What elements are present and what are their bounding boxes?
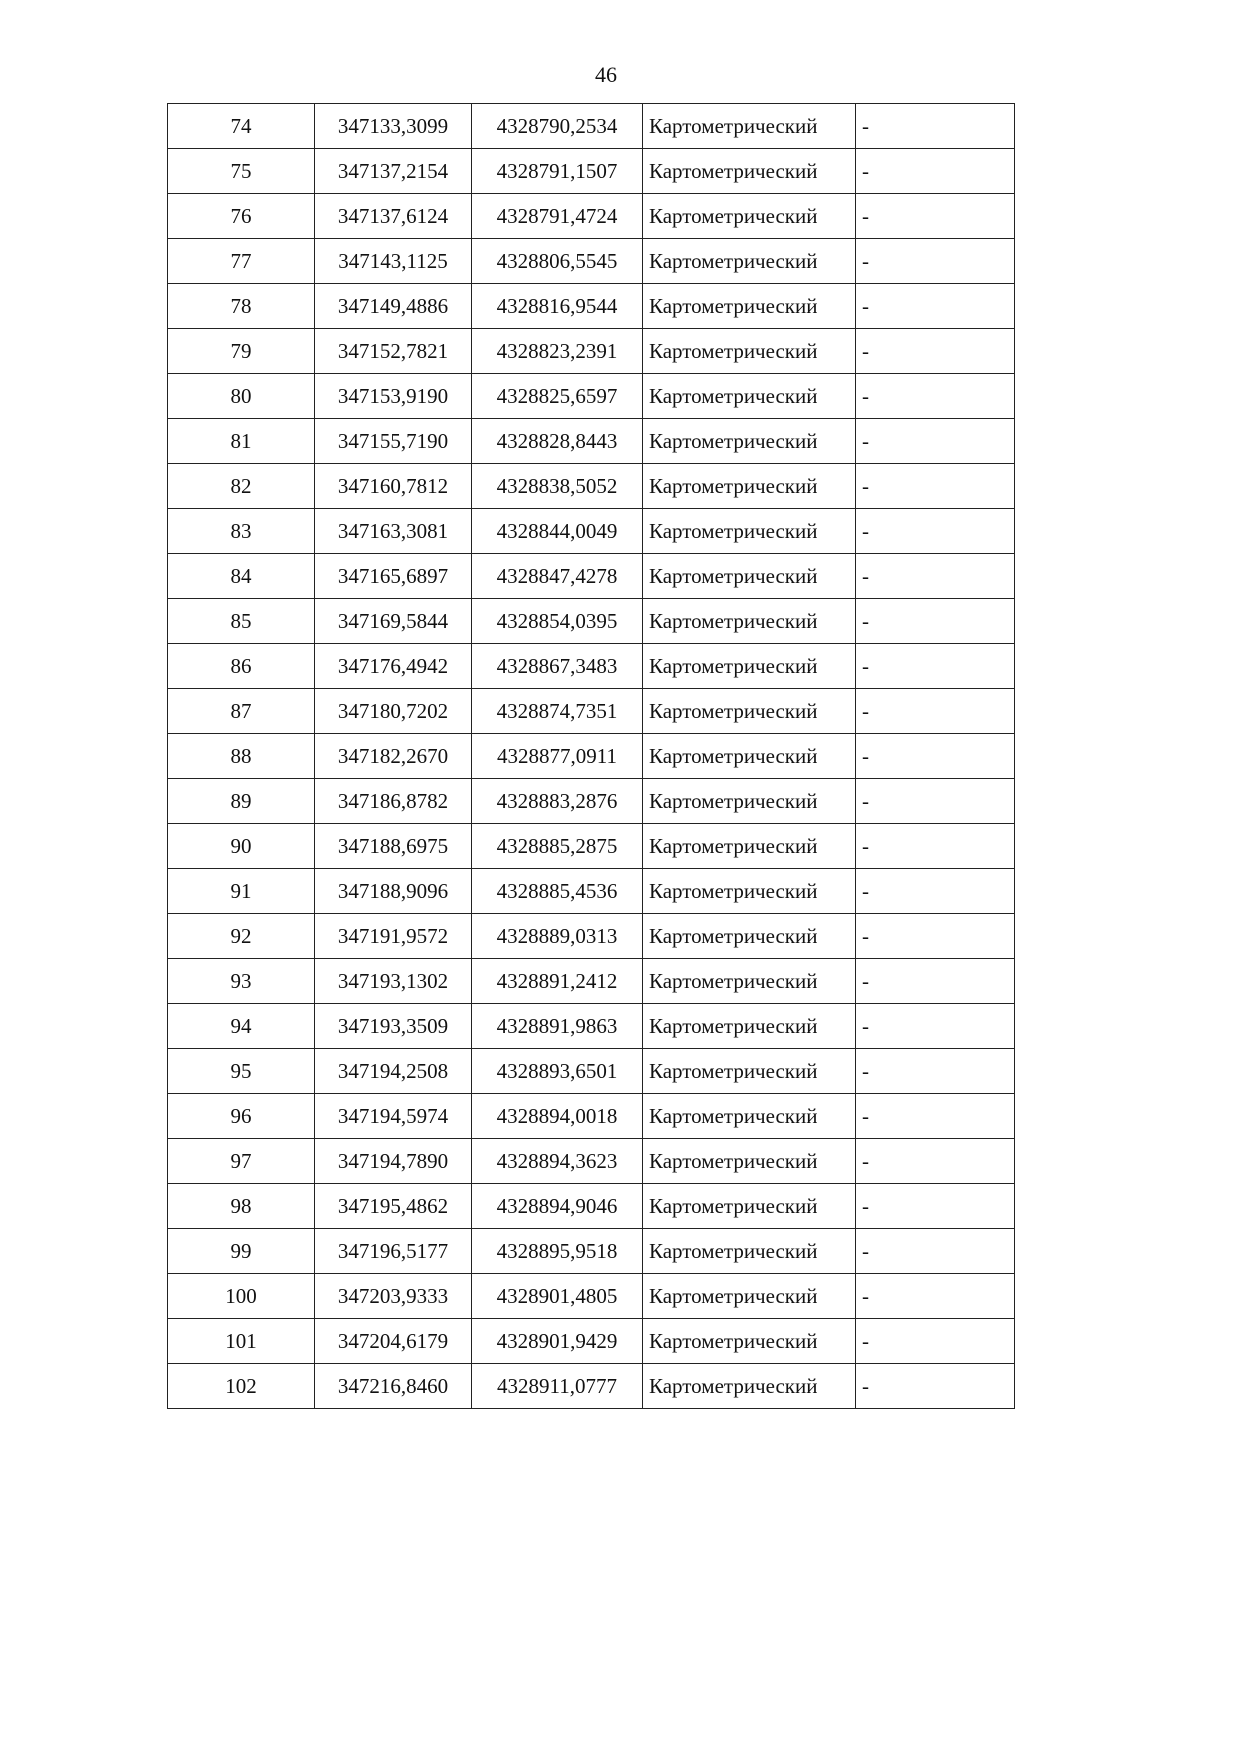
x-coordinate-cell: 347186,8782 [315,779,472,824]
description-cell: - [856,374,1015,419]
x-coordinate-cell: 347169,5844 [315,599,472,644]
description-cell: - [856,554,1015,599]
method-cell: Картометрический [643,644,856,689]
y-coordinate-cell: 4328911,0777 [472,1364,643,1409]
method-cell: Картометрический [643,284,856,329]
x-coordinate-cell: 347137,6124 [315,194,472,239]
table-row [168,464,1015,509]
method-cell: Картометрический [643,149,856,194]
point-number-cell: 97 [168,1139,315,1184]
method-cell: Картометрический [643,599,856,644]
description-cell: - [856,1004,1015,1049]
description-cell: - [856,104,1015,149]
y-coordinate-cell: 4328893,6501 [472,1049,643,1094]
method-cell: Картометрический [643,959,856,1004]
method-cell: Картометрический [643,194,856,239]
point-number-cell: 101 [168,1319,315,1364]
point-number-cell: 77 [168,239,315,284]
method-cell: Картометрический [643,1274,856,1319]
y-coordinate-cell: 4328883,2876 [472,779,643,824]
method-cell: Картометрический [643,1364,856,1409]
x-coordinate-cell: 347191,9572 [315,914,472,959]
method-cell: Картометрический [643,734,856,779]
table-row [168,1094,1015,1139]
y-coordinate-cell: 4328806,5545 [472,239,643,284]
table-row [168,284,1015,329]
description-cell: - [856,599,1015,644]
y-coordinate-cell: 4328901,9429 [472,1319,643,1364]
method-cell: Картометрический [643,329,856,374]
point-number-cell: 86 [168,644,315,689]
table-row [168,509,1015,554]
table-row [168,1364,1015,1409]
x-coordinate-cell: 347194,5974 [315,1094,472,1139]
table-row [168,554,1015,599]
x-coordinate-cell: 347204,6179 [315,1319,472,1364]
table-row [168,1319,1015,1364]
method-cell: Картометрический [643,1184,856,1229]
y-coordinate-cell: 4328816,9544 [472,284,643,329]
table-row [168,239,1015,284]
point-number-cell: 102 [168,1364,315,1409]
description-cell: - [856,1139,1015,1184]
page-number: 46 [595,62,617,87]
table-row [168,734,1015,779]
x-coordinate-cell: 347153,9190 [315,374,472,419]
point-number-cell: 89 [168,779,315,824]
x-coordinate-cell: 347194,2508 [315,1049,472,1094]
table-row [168,419,1015,464]
point-number-cell: 78 [168,284,315,329]
x-coordinate-cell: 347203,9333 [315,1274,472,1319]
x-coordinate-cell: 347182,2670 [315,734,472,779]
description-cell: - [856,329,1015,374]
x-coordinate-cell: 347188,9096 [315,869,472,914]
method-cell: Картометрический [643,1229,856,1274]
table-row [168,824,1015,869]
x-coordinate-cell: 347160,7812 [315,464,472,509]
y-coordinate-cell: 4328854,0395 [472,599,643,644]
method-cell: Картометрический [643,509,856,554]
method-cell: Картометрический [643,1094,856,1139]
method-cell: Картометрический [643,1049,856,1094]
y-coordinate-cell: 4328828,8443 [472,419,643,464]
table-row [168,1004,1015,1049]
x-coordinate-cell: 347180,7202 [315,689,472,734]
x-coordinate-cell: 347165,6897 [315,554,472,599]
x-coordinate-cell: 347176,4942 [315,644,472,689]
method-cell: Картометрический [643,689,856,734]
method-cell: Картометрический [643,1319,856,1364]
method-cell: Картометрический [643,914,856,959]
table-row [168,599,1015,644]
table-row [168,644,1015,689]
x-coordinate-cell: 347193,3509 [315,1004,472,1049]
y-coordinate-cell: 4328891,9863 [472,1004,643,1049]
description-cell: - [856,284,1015,329]
table-row [168,104,1015,149]
y-coordinate-cell: 4328790,2534 [472,104,643,149]
method-cell: Картометрический [643,554,856,599]
y-coordinate-cell: 4328791,1507 [472,149,643,194]
y-coordinate-cell: 4328895,9518 [472,1229,643,1274]
y-coordinate-cell: 4328889,0313 [472,914,643,959]
description-cell: - [856,1229,1015,1274]
point-number-cell: 85 [168,599,315,644]
table-row [168,1229,1015,1274]
table-row [168,959,1015,1004]
y-coordinate-cell: 4328838,5052 [472,464,643,509]
y-coordinate-cell: 4328894,0018 [472,1094,643,1139]
method-cell: Картометрический [643,374,856,419]
description-cell: - [856,149,1015,194]
point-number-cell: 91 [168,869,315,914]
method-cell: Картометрический [643,869,856,914]
description-cell: - [856,914,1015,959]
description-cell: - [856,419,1015,464]
description-cell: - [856,509,1015,554]
description-cell: - [856,1094,1015,1139]
y-coordinate-cell: 4328894,3623 [472,1139,643,1184]
point-number-cell: 98 [168,1184,315,1229]
table-row [168,869,1015,914]
point-number-cell: 94 [168,1004,315,1049]
description-cell: - [856,1184,1015,1229]
point-number-cell: 76 [168,194,315,239]
x-coordinate-cell: 347152,7821 [315,329,472,374]
description-cell: - [856,869,1015,914]
table-row [168,329,1015,374]
point-number-cell: 80 [168,374,315,419]
method-cell: Картометрический [643,1139,856,1184]
x-coordinate-cell: 347133,3099 [315,104,472,149]
table-row [168,1139,1015,1184]
x-coordinate-cell: 347196,5177 [315,1229,472,1274]
y-coordinate-cell: 4328891,2412 [472,959,643,1004]
description-cell: - [856,1364,1015,1409]
method-cell: Картометрический [643,824,856,869]
description-cell: - [856,959,1015,1004]
table-row [168,779,1015,824]
point-number-cell: 79 [168,329,315,374]
description-cell: - [856,464,1015,509]
x-coordinate-cell: 347137,2154 [315,149,472,194]
point-number-cell: 99 [168,1229,315,1274]
table-row [168,914,1015,959]
x-coordinate-cell: 347149,4886 [315,284,472,329]
method-cell: Картометрический [643,1004,856,1049]
coordinates-table [167,103,1015,1409]
method-cell: Картометрический [643,239,856,284]
y-coordinate-cell: 4328877,0911 [472,734,643,779]
table-row [168,1049,1015,1094]
table-row [168,689,1015,734]
y-coordinate-cell: 4328874,7351 [472,689,643,734]
y-coordinate-cell: 4328901,4805 [472,1274,643,1319]
point-number-cell: 95 [168,1049,315,1094]
x-coordinate-cell: 347193,1302 [315,959,472,1004]
table-row [168,374,1015,419]
description-cell: - [856,194,1015,239]
description-cell: - [856,779,1015,824]
point-number-cell: 83 [168,509,315,554]
point-number-cell: 84 [168,554,315,599]
table-row [168,149,1015,194]
table-row [168,194,1015,239]
y-coordinate-cell: 4328825,6597 [472,374,643,419]
description-cell: - [856,689,1015,734]
point-number-cell: 93 [168,959,315,1004]
description-cell: - [856,1319,1015,1364]
y-coordinate-cell: 4328885,2875 [472,824,643,869]
y-coordinate-cell: 4328894,9046 [472,1184,643,1229]
method-cell: Картометрический [643,419,856,464]
x-coordinate-cell: 347195,4862 [315,1184,472,1229]
description-cell: - [856,239,1015,284]
method-cell: Картометрический [643,104,856,149]
point-number-cell: 90 [168,824,315,869]
description-cell: - [856,734,1015,779]
x-coordinate-cell: 347216,8460 [315,1364,472,1409]
point-number-cell: 81 [168,419,315,464]
point-number-cell: 88 [168,734,315,779]
y-coordinate-cell: 4328847,4278 [472,554,643,599]
point-number-cell: 87 [168,689,315,734]
x-coordinate-cell: 347163,3081 [315,509,472,554]
description-cell: - [856,644,1015,689]
y-coordinate-cell: 4328844,0049 [472,509,643,554]
x-coordinate-cell: 347143,1125 [315,239,472,284]
table-row [168,1274,1015,1319]
point-number-cell: 92 [168,914,315,959]
point-number-cell: 74 [168,104,315,149]
description-cell: - [856,1274,1015,1319]
coordinates-table-body [168,104,1015,1409]
y-coordinate-cell: 4328791,4724 [472,194,643,239]
y-coordinate-cell: 4328885,4536 [472,869,643,914]
point-number-cell: 75 [168,149,315,194]
description-cell: - [856,824,1015,869]
method-cell: Картометрический [643,464,856,509]
point-number-cell: 96 [168,1094,315,1139]
x-coordinate-cell: 347155,7190 [315,419,472,464]
description-cell: - [856,1049,1015,1094]
method-cell: Картометрический [643,779,856,824]
point-number-cell: 82 [168,464,315,509]
point-number-cell: 100 [168,1274,315,1319]
x-coordinate-cell: 347188,6975 [315,824,472,869]
y-coordinate-cell: 4328867,3483 [472,644,643,689]
table-row [168,1184,1015,1229]
x-coordinate-cell: 347194,7890 [315,1139,472,1184]
y-coordinate-cell: 4328823,2391 [472,329,643,374]
